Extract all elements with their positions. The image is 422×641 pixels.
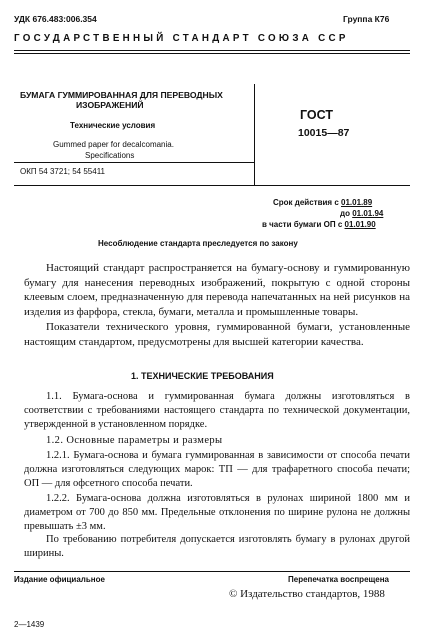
validity-date-op: 01.01.90: [344, 220, 376, 229]
document-subtitle: Технические условия: [70, 121, 156, 130]
header-rule-top: [14, 50, 410, 51]
okp-code: ОКП 54 3721; 54 55411: [20, 167, 105, 176]
clause-1-1: 1.1. Бумага-основа и гуммированная бумага должны изготовляться в соответствии с требованиями настоящего стандарта по технической документации, утвержденной в установленном порядке.: [24, 391, 410, 430]
validity-line1: [273, 198, 372, 207]
clause-consumer-request: По требованию потребителя допускается изготовлять бумагу в рулонах другой ширины.: [24, 534, 410, 559]
clause-1-2-2: 1.2.2. Бумага-основа должна изготовляться в рулонах шириной 1800 мм и диаметром от 700 до 850 мм. Предельные отклонения по ширине рулона не должны превышать ±3 мм.: [24, 493, 410, 532]
official-edition-label: Издание официальное: [14, 575, 105, 584]
english-title-line1: Gummed paper for decalcomania.: [53, 140, 174, 149]
validity-date-to: 01.01.94: [352, 209, 384, 218]
intro-paragraph-2: Показатели технического уровня, гуммированной бумаги, установленные настоящим стандартом, предусмотрены для высшей категории качества.: [24, 321, 410, 348]
document-title-line2: ИЗОБРАЖЕНИЙ: [76, 100, 144, 110]
validity-line2-prefix: до: [340, 209, 350, 218]
group-code: Группа К76: [343, 14, 390, 24]
section-heading: 1. ТЕХНИЧЕСКИЕ ТРЕБОВАНИЯ: [131, 371, 274, 381]
document-title-line1: БУМАГА ГУММИРОВАННАЯ ДЛЯ ПЕРЕВОДНЫХ: [20, 90, 223, 100]
validity-line3: [262, 220, 376, 229]
validity-date-from: 01.01.89: [341, 198, 373, 207]
header-rule-bottom: [14, 53, 410, 54]
title-rule-bottom: [14, 185, 410, 186]
gost-label: ГОСТ: [300, 108, 333, 122]
clause-1-2-1: 1.2.1. Бумага-основа и бумага гуммированная в зависимости от способа печати должна изготовляться следующих марок: ТП — для трафаретного способа печати; ОП — для офсетного способа печати.: [24, 450, 410, 489]
intro-paragraph-1: Настоящий стандарт распространяется на бумагу-основу и гуммированную бумагу для нанесения переводных изображений, покрытую с одной стороны клеевым слоем, предназначенную для перевода напечатанных на ней рисунков на изделия из фарфора, стекла, бумаги, металла и промышленные товары.: [24, 262, 410, 318]
title-rule-left: [14, 162, 254, 163]
copyright-notice: © Издательство стандартов, 1988: [229, 588, 385, 600]
validity-line2: [340, 209, 383, 218]
validity-line3-prefix: в части бумаги ОП с: [262, 220, 343, 229]
udc-code: УДК 676.483:006.354: [14, 14, 97, 24]
validity-line1-prefix: Срок действия с: [273, 198, 339, 207]
legal-notice: Несоблюдение стандарта преследуется по закону: [98, 239, 298, 248]
title-divider-vertical: [254, 84, 255, 186]
english-title-line2: Specifications: [85, 151, 135, 160]
footer-rule: [14, 571, 410, 572]
clause-1-2-heading: 1.2. Основные параметры и размеры: [46, 435, 223, 446]
gost-number: 10015—87: [298, 127, 350, 139]
reprint-prohibited-label: Перепечатка воспрещена: [288, 575, 389, 584]
print-code: 2—1439: [14, 620, 45, 629]
state-standard-banner: ГОСУДАРСТВЕННЫЙ СТАНДАРТ СОЮЗА ССР: [14, 33, 349, 44]
